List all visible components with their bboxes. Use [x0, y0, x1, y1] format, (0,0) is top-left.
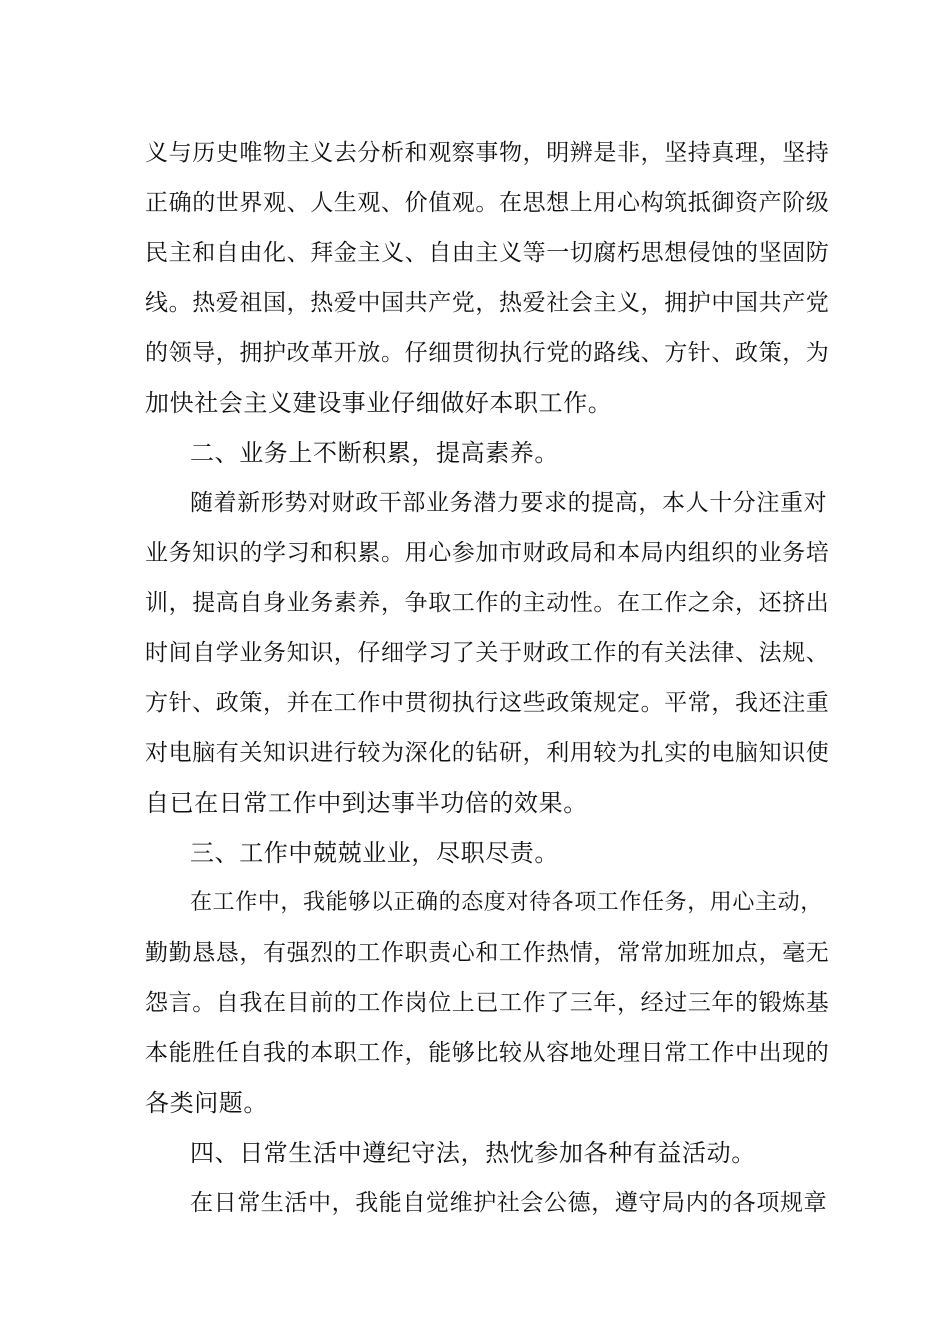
- body-text-line: 时间自学业务知识，仔细学习了关于财政工作的有关法律、法规、: [145, 640, 830, 666]
- body-text-line: 方针、政策，并在工作中贯彻执行这些政策规定。平常，我还注重: [145, 690, 830, 716]
- body-text-line: 线。热爱祖国，热爱中国共产党，热爱社会主义，拥护中国共产党: [145, 290, 830, 316]
- body-text-line: 的领导，拥护改革开放。仔细贯彻执行党的路线、方针、政策，为: [145, 340, 830, 366]
- body-text-line: 自已在日常工作中到达事半功倍的效果。: [145, 789, 588, 817]
- paragraph-first-line: 在日常生活中，我能自觉维护社会公德，遵守局内的各项规章: [190, 1190, 828, 1216]
- body-text-line: 训，提高自身业务素养，争取工作的主动性。在工作之余，还挤出: [145, 590, 830, 616]
- body-text-line: 民主和自由化、拜金主义、自由主义等一切腐朽思想侵蚀的坚固防: [145, 240, 830, 266]
- body-text-line: 义与历史唯物主义去分析和观察事物，明辨是非，坚持真理，坚持: [145, 140, 830, 166]
- section-heading: 二、业务上不断积累，提高素养。: [190, 439, 559, 467]
- paragraph-first-line: 在工作中，我能够以正确的态度对待各项工作任务，用心主动，: [190, 890, 823, 915]
- paragraph-first-line: 随着新形势对财政干部业务潜力要求的提高，本人十分注重对: [190, 490, 828, 516]
- section-heading: 四、日常生活中遵纪守法，热忱参加各种有益活动。: [190, 1139, 756, 1167]
- body-text-line: 业务知识的学习和积累。用心参加市财政局和本局内组织的业务培: [145, 540, 830, 566]
- body-text-line: 正确的世界观、人生观、价值观。在思想上用心构筑抵御资产阶级: [145, 190, 830, 216]
- body-text-line: 本能胜任自我的本职工作，能够比较从容地处理日常工作中出现的: [145, 1040, 830, 1066]
- body-text-line: 各类问题。: [145, 1089, 268, 1117]
- body-text-line: 怨言。自我在目前的工作岗位上已工作了三年，经过三年的锻炼基: [145, 990, 830, 1016]
- body-text-line: 勤勤恳恳，有强烈的工作职责心和工作热情，常常加班加点，毫无: [145, 940, 830, 966]
- section-heading: 三、工作中兢兢业业，尽职尽责。: [190, 839, 559, 867]
- body-text-line: 加快社会主义建设事业仔细做好本职工作。: [145, 389, 613, 417]
- body-text-line: 对电脑有关知识进行较为深化的钻研，利用较为扎实的电脑知识使: [145, 740, 830, 766]
